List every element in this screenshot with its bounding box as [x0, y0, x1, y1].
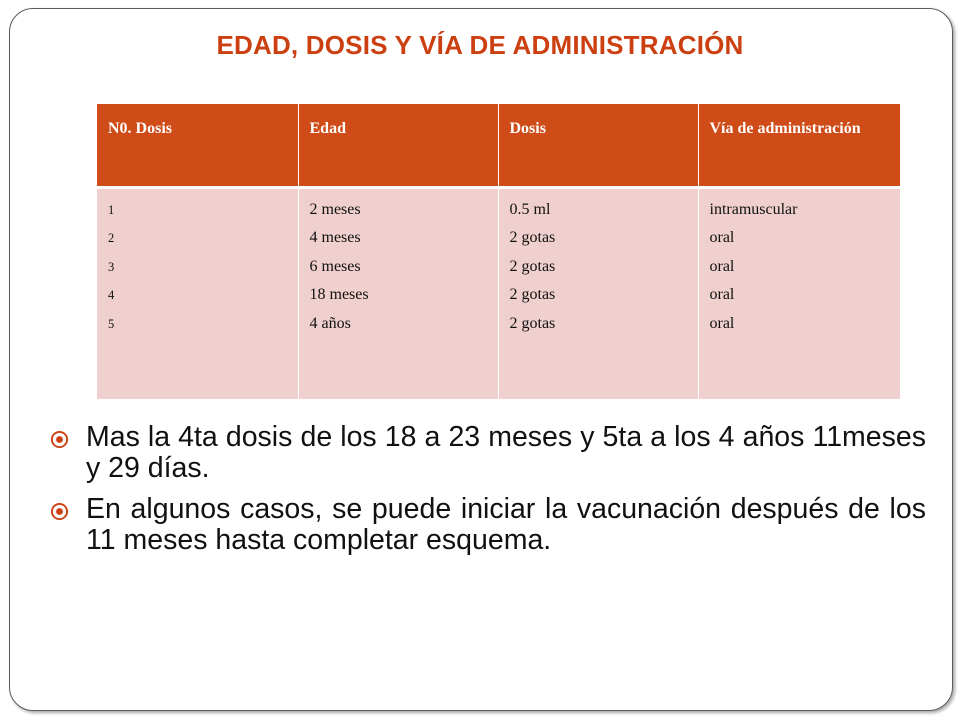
header-dosis: Dosis	[498, 104, 698, 187]
dose-number: 1	[108, 202, 115, 217]
dose-table	[97, 104, 900, 399]
cell-via	[698, 187, 900, 399]
dose-amount: 2 gotas	[509, 257, 556, 275]
dose-amount: 0.5 ml	[509, 200, 551, 218]
age-value: 2 meses	[309, 200, 361, 218]
dose-number: 5	[108, 316, 115, 331]
cell-numero-dosis	[97, 187, 298, 399]
dose-amount: 2 gotas	[509, 314, 556, 332]
route-value: intramuscular	[709, 200, 798, 218]
bullet-list	[44, 422, 926, 566]
age-value: 6 meses	[309, 257, 361, 275]
header-via-administracion: Vía de administración	[698, 104, 900, 187]
dose-amount: 2 gotas	[509, 286, 556, 303]
header-edad: Edad	[298, 104, 498, 187]
bullet-text: En algunos casos, se puede iniciar la vacunación después de los 11 meses hasta completar esquema.	[86, 493, 926, 556]
route-value: oral	[709, 229, 735, 246]
slide-title: EDAD, DOSIS Y VÍA DE ADMINISTRACIÓN	[216, 30, 744, 60]
route-value: oral	[709, 257, 735, 275]
route-value: oral	[709, 314, 735, 332]
dose-number: 3	[108, 259, 115, 274]
dose-number: 2	[108, 231, 115, 245]
dose-number: 4	[108, 288, 115, 302]
bullet-item	[44, 494, 926, 556]
circled-dot-bullet-icon	[50, 502, 69, 521]
age-value: 4 meses	[309, 229, 361, 246]
header-numero-dosis: N0. Dosis	[97, 104, 298, 187]
route-value: oral	[709, 286, 735, 303]
table-row	[97, 187, 900, 399]
cell-edad	[298, 187, 498, 399]
circled-dot-bullet-icon	[50, 430, 69, 449]
age-value: 4 años	[309, 314, 351, 332]
cell-dosis	[498, 187, 698, 399]
table-header-row	[97, 104, 900, 187]
bullet-item	[44, 422, 926, 484]
bullet-text: Mas la 4ta dosis de los 18 a 23 meses y 5ta a los 4 años 11meses y 29 días.	[86, 421, 926, 484]
age-value: 18 meses	[309, 286, 369, 303]
dose-amount: 2 gotas	[509, 229, 556, 246]
